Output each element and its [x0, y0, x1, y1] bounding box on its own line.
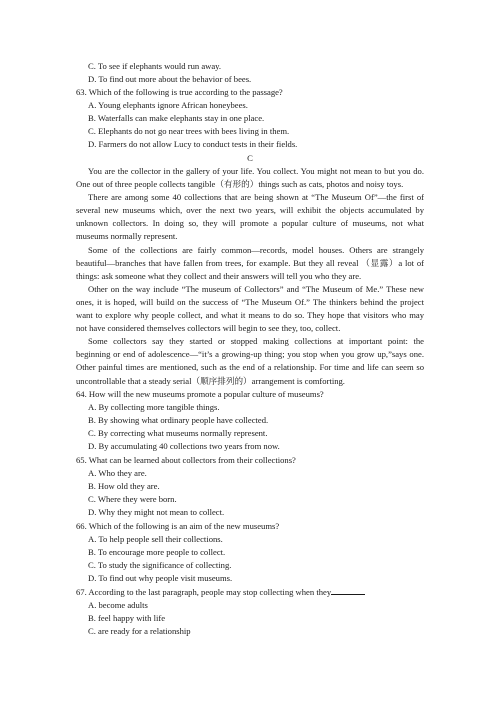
passage-line: beautiful—branches that have fallen from trees, for example. But they all reveal （显露）a lot of	[76, 257, 424, 268]
option-c: C. Elephants do not go near trees with bees living in them.	[88, 126, 290, 137]
passage-line: Other on the way include “The museum of Collectors” and “The Museum of Me.” These new	[88, 283, 424, 294]
option-a: A. To help people sell their collections.	[88, 534, 223, 545]
passage-line: One out of three people collects tangible（有形的）things such as cats, photos and noisy toys.	[76, 179, 404, 190]
passage-line: not have considered themselves collectors will begin to see they, too, collect.	[76, 323, 341, 334]
section-heading: C	[247, 153, 253, 163]
passage-line: museums normally represent.	[76, 231, 178, 242]
passage-line: things: ask someone what they collect and their answers will tell you who they are.	[76, 270, 362, 281]
question-67	[76, 586, 424, 638]
question-stem: 64. How will the new museums promote a popular culture of museums?	[76, 389, 324, 399]
question-stem-row	[76, 586, 424, 599]
option-a: A. Young elephants ignore African honeybees.	[88, 100, 248, 111]
option-b: B. How old they are.	[88, 481, 160, 492]
passage-line: want to explore why people collect, and what it means to do so. They hope that visitors who may	[76, 310, 424, 321]
option-d: D. Farmers do not allow Lucy to conduct tests in their fields.	[88, 139, 298, 150]
passage-line: unknown collectors. In doing so, they will promote a popular culture of museums, not what	[76, 218, 424, 229]
option-d: D. By accumulating 40 collections two years from now.	[88, 441, 280, 452]
option-c: C. are ready for a relationship	[88, 626, 191, 637]
passage-line: You are the collector in the gallery of your life. You collect. You might not mean to but you do.	[88, 166, 424, 176]
option-b: B. Waterfalls can make elephants stay in one place.	[88, 113, 265, 124]
option-b: B. To encourage more people to collect.	[88, 547, 226, 558]
question-65	[76, 454, 424, 519]
passage-line: uncontrollable that a steady serial（顺序排列的）arrangement is comforting.	[76, 375, 345, 386]
option-b: B. feel happy with life	[88, 613, 166, 624]
option-c: C. By correcting what museums normally represent.	[88, 428, 268, 439]
passage-line: Some of the collections are fairly common—records, model houses. Others are strangely	[88, 244, 424, 255]
option-d: D. To find out more about the behavior of bees.	[88, 74, 252, 85]
option-d: D. To find out why people visit museums.	[88, 573, 233, 584]
option-b: B. By showing what ordinary people have collected.	[88, 415, 269, 426]
passage-line: several new museums which, over the next two years, will exhibit the objects accumulated by	[76, 205, 424, 216]
question-62-remaining-options	[76, 60, 424, 86]
option-c: C. To study the significance of collecting.	[88, 560, 232, 571]
option-c: C. Where they were born.	[88, 494, 177, 505]
option-d: D. Why they might not mean to collect.	[88, 507, 225, 518]
question-stem: 63. Which of the following is true according to the passage?	[76, 87, 283, 97]
option-c: C. To see if elephants would run away.	[88, 61, 222, 71]
question-stem: 65. What can be learned about collectors from their collections?	[76, 455, 296, 465]
question-64	[76, 388, 424, 453]
question-66	[76, 520, 424, 585]
passage-line: ones, it is hoped, will build on the success of “The Museum Of.” The thinkers behind the project	[76, 296, 424, 307]
question-63	[76, 86, 424, 151]
passage-line: beginning or end of adolescence—“it’s a growing-up thing; you stop when you grow up,”says one.	[76, 349, 424, 360]
answer-blank	[331, 586, 365, 595]
question-stem: 66. Which of the following is an aim of the new museums?	[76, 521, 280, 531]
option-a: A. Who they are.	[88, 468, 147, 479]
reading-passage	[76, 165, 424, 388]
passage-line: Some collectors say they started or stopped making collections at important point: the	[88, 336, 424, 347]
option-a: A. become adults	[88, 600, 148, 611]
question-stem: 67. According to the last paragraph, people may stop collecting when they	[76, 587, 332, 597]
passage-line: Other painful times are mentioned, such as the end of a relationship. For time and life can seem so	[76, 362, 424, 373]
passage-line: There are among some 40 collections that are being shown at “The Museum Of”—the first of	[88, 192, 424, 203]
option-a: A. By collecting more tangible things.	[88, 402, 220, 413]
